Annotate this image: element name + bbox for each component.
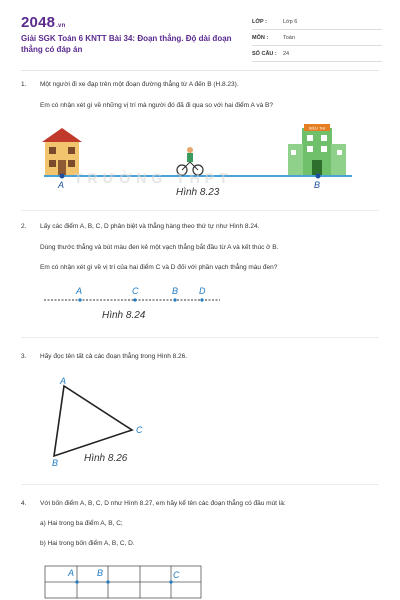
section-divider: [21, 484, 379, 485]
figure-caption: Hình 8.23: [176, 187, 220, 198]
site-logo[interactable]: [21, 14, 65, 31]
question-2-sub-1: Dùng thước thẳng và bút màu đen kẻ một vạch thẳng bắt đầu từ A và kết thúc ở B.: [40, 244, 279, 251]
meta-key: SỐ CÂU :: [252, 50, 277, 57]
meta-row-subject: [252, 30, 382, 46]
question-1-sub-1: Em có nhận xét gì về những vị trí mà người đó đã đi qua so với hai điểm A và B?: [40, 102, 273, 109]
point-a-dot: [75, 580, 78, 583]
store-sign: SIÊU THỊ: [308, 125, 326, 131]
logo-suffix: .vn: [56, 23, 66, 29]
question-2-sub-2: Em có nhận xét gì về vị trí của hai điểm C và D đối với phần vạch thẳng màu đen?: [40, 264, 278, 271]
point-d-dot: [200, 298, 203, 301]
question-text: Lấy các điểm A, B, C, D phân biệt và thẳng hàng theo thứ tự như Hình 8.24.: [40, 223, 260, 230]
question-number: 3.: [21, 353, 27, 360]
meta-row-class: [252, 14, 382, 30]
point-c-dot: [169, 580, 172, 583]
fig-8-24-point-a: A: [76, 286, 83, 296]
fig-8-26-point-c: C: [136, 425, 143, 435]
meta-table: [252, 14, 382, 62]
section-divider: [21, 337, 379, 338]
triangle-abc: [54, 386, 132, 456]
question-text: Một người đi xe đạp trên một đoạn đường thẳng từ A đến B (H.8.23).: [40, 81, 239, 88]
meta-key: LỚP :: [252, 18, 267, 25]
point-a-dot: [60, 174, 65, 179]
question-4-sub-1: a) Hai trong ba điểm A, B, C;: [40, 520, 123, 527]
question-3: [21, 352, 187, 361]
meta-value: 24: [283, 50, 290, 57]
fig-8-23-point-a: A: [58, 180, 65, 190]
fig-8-27-point-c: C: [173, 570, 180, 580]
section-divider: [21, 210, 379, 211]
fig-8-26-point-b: B: [52, 458, 59, 468]
question-text: Với bốn điểm A, B, C, D như Hình 8.27, em hãy kể tên các đoạn thẳng có đầu mút là:: [40, 500, 286, 507]
question-number: 4.: [21, 500, 27, 507]
fig-8-27-point-a: A: [68, 568, 75, 578]
meta-row-count: [252, 46, 382, 62]
supermarket-icon: [288, 124, 346, 175]
fig-8-26-point-a: A: [60, 376, 67, 386]
point-a-dot: [78, 298, 81, 301]
fig-8-24-point-d: D: [199, 286, 206, 296]
question-1: [21, 80, 239, 89]
figure-8-26: [40, 380, 150, 460]
point-c-dot: [133, 298, 136, 301]
meta-key: MÔN :: [252, 34, 269, 41]
question-2: [21, 222, 259, 231]
logo-main: 2048: [21, 14, 56, 31]
fig-8-24-point-c: C: [132, 286, 139, 296]
meta-value: Lớp 6: [283, 18, 298, 25]
fig-8-24-point-b: B: [172, 286, 179, 296]
figure-caption: Hình 8.24: [102, 310, 146, 321]
question-text: Hãy đọc tên tất cả các đoạn thẳng trong Hình 8.26.: [40, 353, 188, 360]
point-b-dot: [106, 580, 109, 583]
point-b-dot: [316, 174, 321, 179]
page-title: Giải SGK Toán 6 KNTT Bài 34: Đoạn thẳng. Độ dài đoạn thẳng có đáp án: [21, 34, 232, 54]
header-divider: [21, 70, 379, 71]
question-number: 2.: [21, 223, 27, 230]
figure-caption: Hình 8.26: [84, 453, 128, 464]
point-b-dot: [173, 298, 176, 301]
fig-8-27-point-b: B: [97, 568, 104, 578]
question-4-sub-2: b) Hai trong bốn điểm A, B, C, D.: [40, 540, 135, 547]
fig-8-23-point-b: B: [314, 180, 321, 190]
watermark-text: TRƯỜNG THPT: [74, 170, 233, 186]
page-header: [0, 0, 400, 70]
question-number: 1.: [21, 81, 27, 88]
question-4: [21, 499, 286, 508]
meta-value: Toán: [283, 34, 295, 41]
house-icon: [42, 128, 82, 175]
